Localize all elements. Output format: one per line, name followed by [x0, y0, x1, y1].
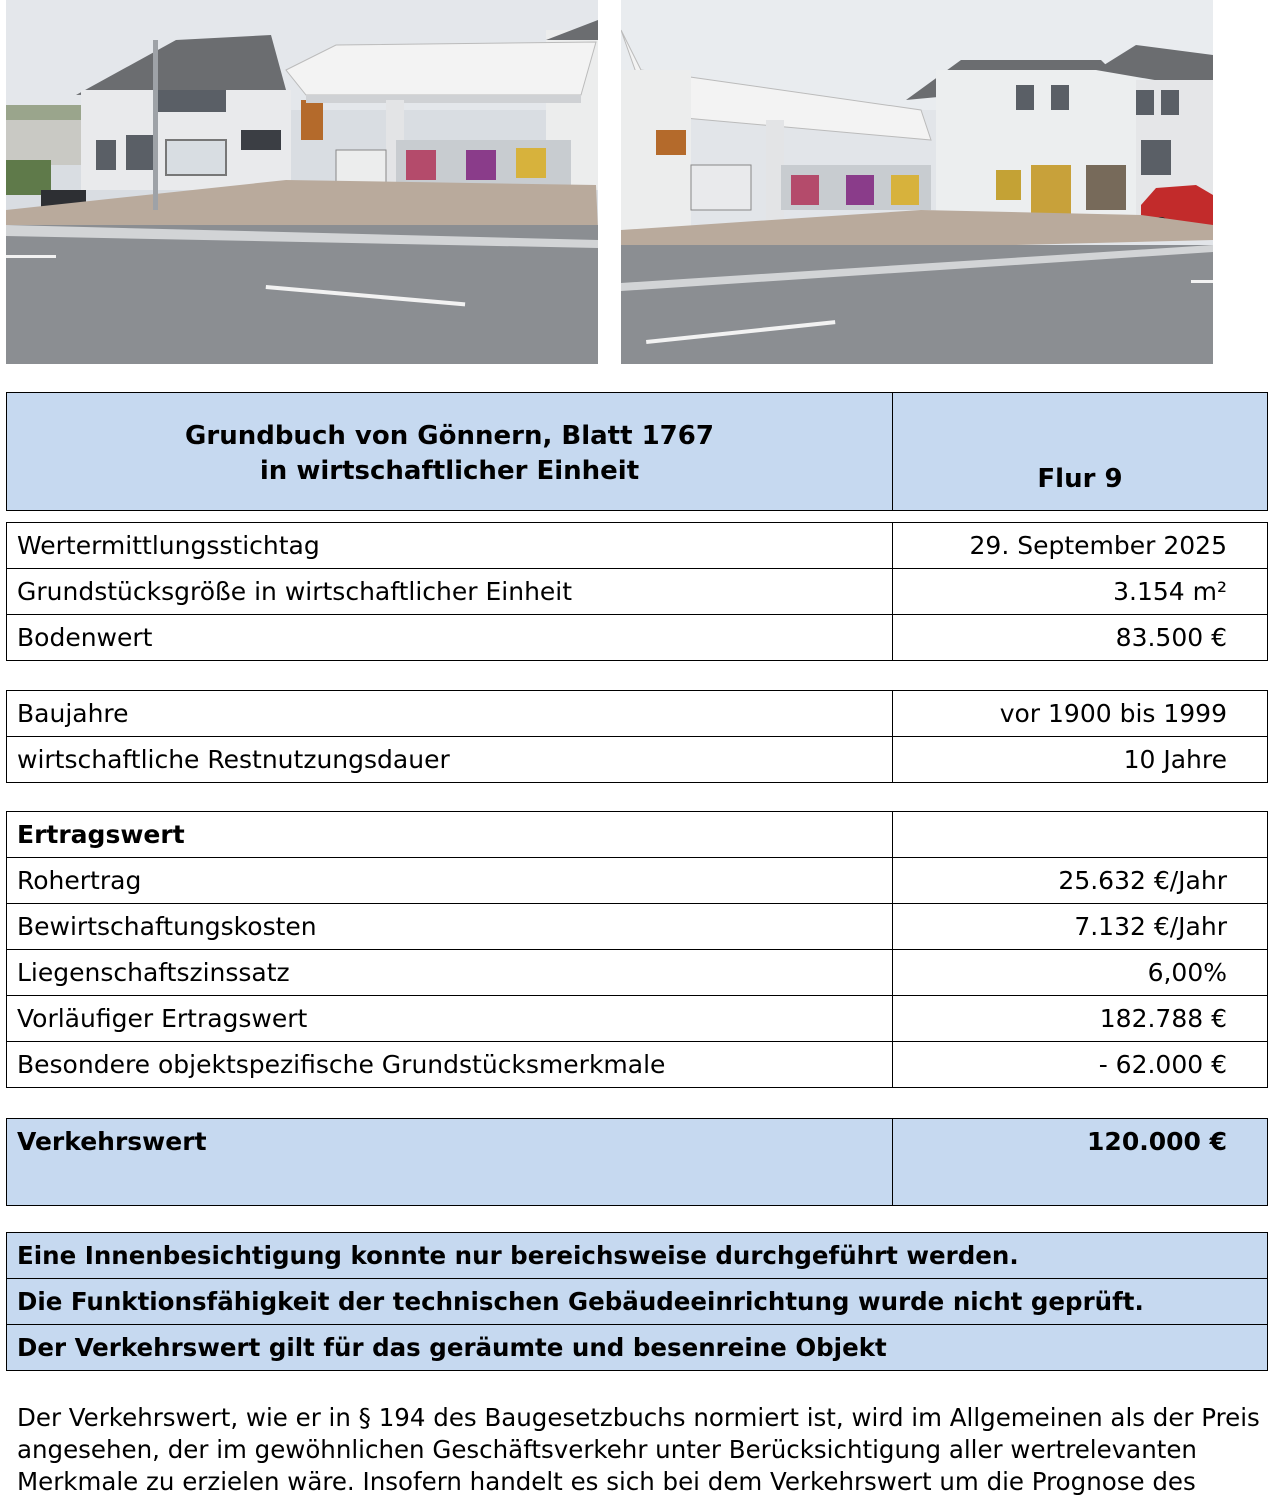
row-value: 7.132 €/Jahr [893, 904, 1268, 950]
row-label: Bodenwert [7, 615, 893, 661]
row-label: Grundstücksgröße in wirtschaftlicher Einheit [7, 569, 893, 615]
photo-right-image [621, 0, 1213, 364]
table-row [7, 812, 1268, 858]
grundbuch-title [7, 393, 893, 511]
table-row [7, 615, 1268, 661]
row-value: vor 1900 bis 1999 [893, 691, 1268, 737]
verkehrswert-label: Verkehrswert [7, 1119, 893, 1206]
row-label: Baujahre [7, 691, 893, 737]
row-value: 6,00% [893, 950, 1268, 996]
row-value: - 62.000 € [893, 1042, 1268, 1088]
row-value: 3.154 m² [893, 569, 1268, 615]
verkehrswert-value: 120.000 € [893, 1119, 1268, 1206]
row-label: Bewirtschaftungskosten [7, 904, 893, 950]
note-text: Der Verkehrswert gilt für das geräumte und besenreine Objekt [7, 1325, 1268, 1371]
table-row [7, 569, 1268, 615]
verkehrswert-table [6, 1118, 1268, 1206]
table-row [7, 1279, 1268, 1325]
photo-right [621, 0, 1213, 364]
table-row [7, 737, 1268, 783]
row-value: 182.788 € [893, 996, 1268, 1042]
row-value: 83.500 € [893, 615, 1268, 661]
row-label: Wertermittlungsstichtag [7, 523, 893, 569]
row-value: 10 Jahre [893, 737, 1268, 783]
empty-cell [893, 812, 1268, 858]
verkehrswert-definition-text: Der Verkehrswert, wie er in § 194 des Baugesetzbuchs normiert ist, wird im Allgemeinen als der Preis angesehen, der im gewöhnlichen Geschäftsverkehr unter Berücksichtigung aller wertrelevanten Merkmale zu erzielen wäre. Insofern handelt es sich bei dem Verkehrswert um die Prognose des [17, 1403, 1260, 1496]
baudaten-table [6, 690, 1268, 783]
table-row [7, 1325, 1268, 1371]
notes-table [6, 1232, 1268, 1371]
row-label: Rohertrag [7, 858, 893, 904]
row-label: Besondere objektspezifische Grundstücksmerkmale [7, 1042, 893, 1088]
grundbuch-title-line1: Grundbuch von Gönnern, Blatt 1767 [185, 420, 714, 451]
table-row [7, 858, 1268, 904]
table-row [7, 996, 1268, 1042]
table-row [7, 691, 1268, 737]
photo-left-image [6, 0, 598, 364]
table-row [7, 1233, 1268, 1279]
flur-label: Flur 9 [893, 393, 1268, 511]
table-row [7, 523, 1268, 569]
photo-left [6, 0, 598, 364]
note-text: Die Funktionsfähigkeit der technischen Gebäudeeinrichtung wurde nicht geprüft. [7, 1279, 1268, 1325]
row-value: 25.632 €/Jahr [893, 858, 1268, 904]
table-row [7, 1119, 1268, 1206]
grundbuch-title-line2: in wirtschaftlicher Einheit [259, 455, 640, 486]
header-table [6, 392, 1268, 511]
ertragswert-heading: Ertragswert [7, 812, 893, 858]
row-label: Vorläufiger Ertragswert [7, 996, 893, 1042]
row-label: wirtschaftliche Restnutzungsdauer [7, 737, 893, 783]
table-row [7, 950, 1268, 996]
ertragswert-table [6, 811, 1268, 1088]
table-row [7, 904, 1268, 950]
row-label: Liegenschaftszinssatz [7, 950, 893, 996]
note-text: Eine Innenbesichtigung konnte nur bereichsweise durchgeführt werden. [7, 1233, 1268, 1279]
grunddaten-table [6, 522, 1268, 661]
row-value: 29. September 2025 [893, 523, 1268, 569]
table-row [7, 1042, 1268, 1088]
